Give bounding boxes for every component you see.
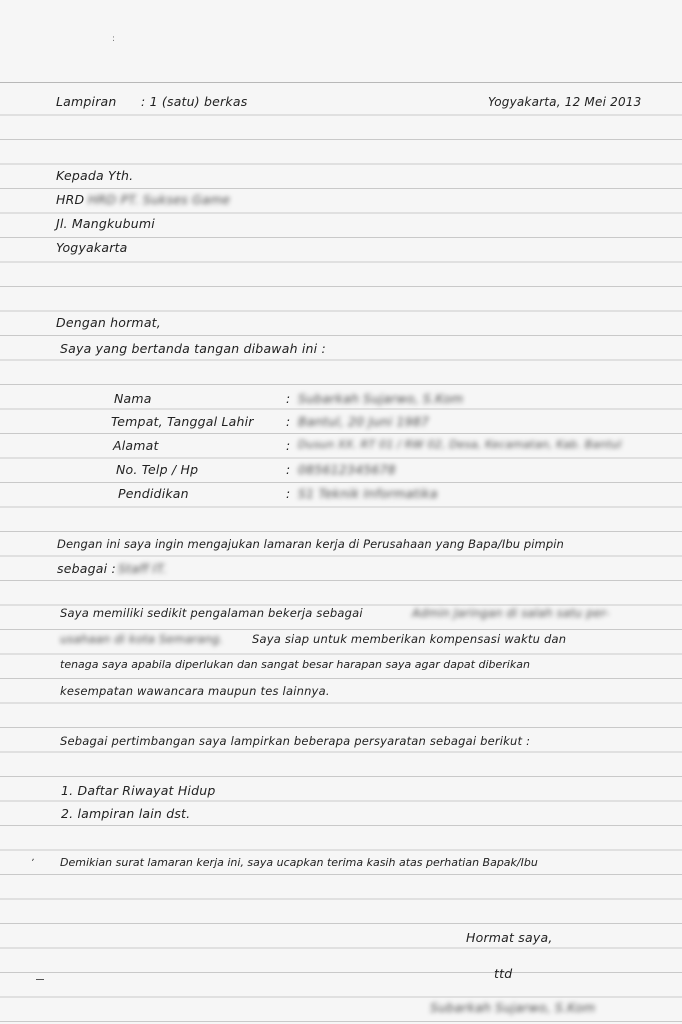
body-p1-position: Staff IT.: [118, 561, 167, 576]
identity-value-alamat: Dusun XX. RT 01 / RW 02, Desa, Kecamatan, Kab. Bantul: [298, 438, 622, 451]
closing-line: Demikian surat lamaran kerja ini, saya ucapkan terima kasih atas perhatian Bapak/Ibu: [60, 856, 538, 869]
body-p2-experience: Admin Jaringan di salah satu per-: [412, 606, 610, 620]
recipient-to: Kepada Yth.: [56, 168, 134, 183]
greeting: Dengan hormat,: [56, 315, 161, 330]
identity-value-pendidikan: S1 Teknik Informatika: [298, 486, 438, 501]
attachment-item-2: 2. lampiran lain dst.: [61, 806, 191, 821]
identity-colon: :: [286, 462, 291, 477]
attachment-item-1: 1. Daftar Riwayat Hidup: [61, 783, 216, 798]
identity-label-telp: No. Telp / Hp: [116, 462, 199, 477]
paper-mark: :: [112, 34, 116, 44]
body-p2-line4: kesempatan wawancara maupun tes lainnya.: [60, 684, 330, 698]
body-p2-line2: Saya siap untuk memberikan kompensasi waktu dan: [252, 632, 567, 646]
identity-label-pendidikan: Pendidikan: [118, 486, 189, 501]
body-p3: Sebagai pertimbangan saya lampirkan beberapa persyaratan sebagai berikut :: [60, 734, 531, 748]
signature-name: Subarkah Sujarwo, S.Kom: [430, 1000, 596, 1015]
lampiran-value: : 1 (satu) berkas: [141, 94, 248, 109]
paper-top-margin: [0, 0, 682, 84]
body-p2-experience-cont: usahaan di kota Semarang.: [60, 632, 224, 646]
identity-value-ttl: Bantul, 20 Juni 1987: [298, 414, 430, 429]
recipient-street: Jl. Mangkubumi: [56, 216, 155, 231]
top-rule: [0, 82, 682, 83]
intro-line: Saya yang bertanda tangan dibawah ini :: [60, 341, 326, 356]
identity-colon: :: [286, 438, 291, 453]
lampiran-label: Lampiran: [56, 94, 117, 109]
body-p2-line3: tenaga saya apabila diperlukan dan sangat besar harapan saya agar dapat diberikan: [60, 658, 530, 671]
identity-colon: :: [286, 486, 291, 501]
closing-mark: ,: [32, 853, 36, 863]
identity-colon: :: [286, 391, 291, 406]
identity-colon: :: [286, 414, 291, 429]
identity-label-nama: Nama: [114, 391, 152, 406]
recipient-city: Yogyakarta: [56, 240, 128, 255]
body-p2-line1: Saya memiliki sedikit pengalaman bekerja sebagai: [60, 606, 363, 620]
signature-ttd: ttd: [494, 966, 513, 981]
signature-regards: Hormat saya,: [466, 930, 553, 945]
body-p1-line1: Dengan ini saya ingin mengajukan lamaran kerja di Perusahaan yang Bapa/Ibu pimpin: [57, 537, 564, 551]
place-date: Yogyakarta, 12 Mei 2013: [488, 95, 642, 109]
recipient-company: HRD PT. Sukses Game: [88, 192, 231, 207]
identity-label-alamat: Alamat: [113, 438, 159, 453]
identity-value-nama: Subarkah Sujarwo, S.Kom: [298, 391, 464, 406]
margin-dash: [36, 979, 44, 980]
identity-label-ttl: Tempat, Tanggal Lahir: [111, 414, 254, 429]
recipient-hrd-label: HRD: [56, 192, 85, 207]
body-p1-line2: sebagai :: [57, 561, 116, 576]
identity-value-telp: 085612345678: [298, 462, 396, 477]
